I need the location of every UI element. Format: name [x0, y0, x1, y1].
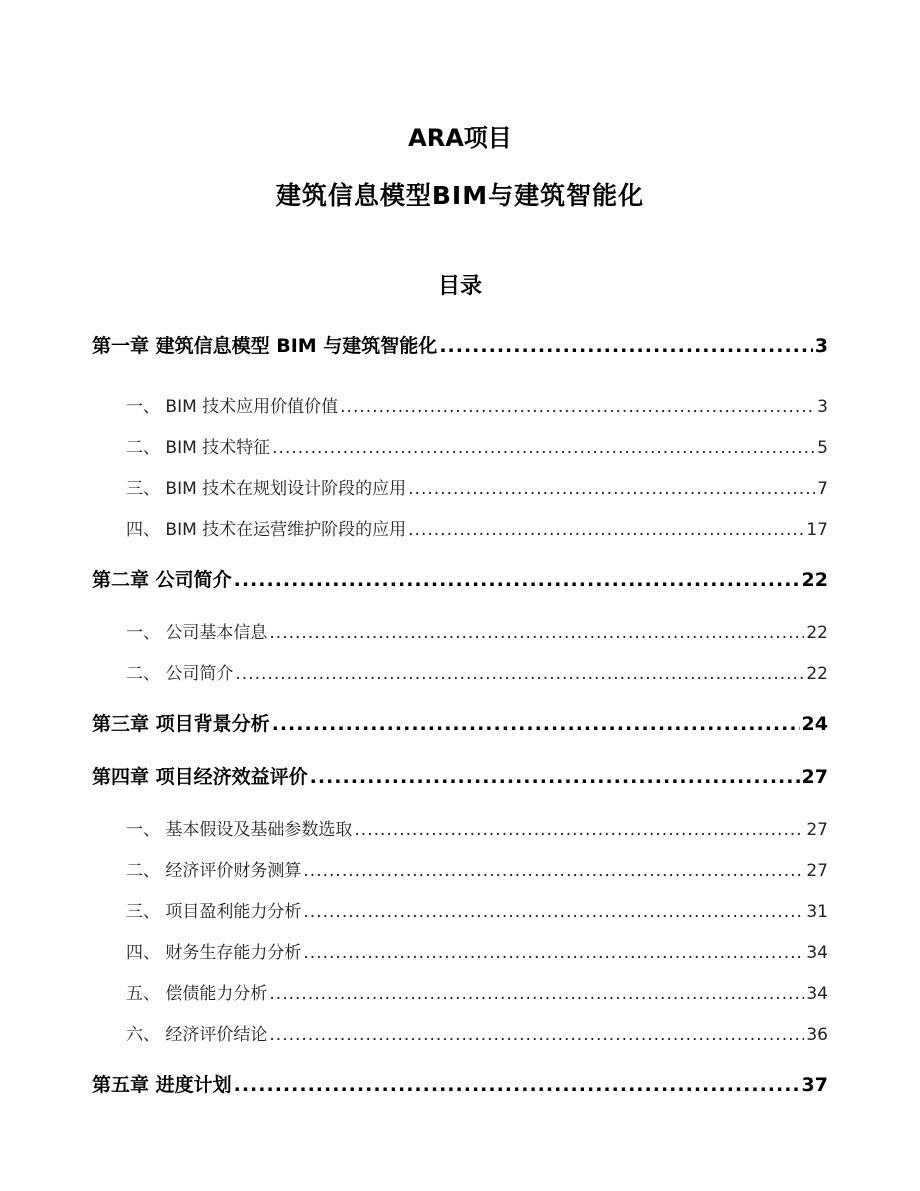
toc-leader-dots: [408, 481, 815, 498]
toc-entry-page: 36: [806, 1025, 828, 1045]
toc-leader-dots: [234, 1076, 800, 1095]
toc-leader-dots: [235, 666, 804, 683]
toc-entry-label: 第一章 建筑信息模型 BIM 与建筑智能化: [92, 335, 438, 357]
toc-leader-dots: [354, 822, 804, 839]
toc-entry-section[interactable]: [126, 666, 828, 683]
toc-entry-section[interactable]: [126, 625, 828, 642]
toc-entry-label: 三、 BIM 技术在规划设计阶段的应用: [126, 479, 407, 499]
document-subtitle: 建筑信息模型BIM与建筑智能化: [275, 181, 645, 210]
toc-entry-label: 五、 偿债能力分析: [126, 984, 268, 1004]
toc-entry-page: 5: [817, 438, 828, 458]
toc-heading: 目录: [437, 274, 482, 299]
toc-entry-page: 22: [806, 623, 828, 643]
toc-entry-label: 第三章 项目背景分析: [92, 713, 270, 735]
toc-entry-chapter-4[interactable]: [92, 768, 828, 787]
toc-leader-dots: [269, 625, 804, 642]
toc-entry-section[interactable]: [126, 481, 828, 498]
toc-entry-section[interactable]: [126, 822, 828, 839]
toc-leader-dots: [310, 768, 800, 787]
toc-entry-page: 7: [817, 479, 828, 499]
toc-entry-label: 二、 公司简介: [126, 664, 234, 684]
toc-leader-dots: [272, 715, 800, 734]
toc-leader-dots: [303, 904, 804, 921]
toc-entry-label: 二、 BIM 技术特征: [126, 438, 271, 458]
toc-entry-label: 二、 经济评价财务测算: [126, 861, 302, 881]
toc-entry-label: 一、 公司基本信息: [126, 623, 268, 643]
toc-leader-dots: [439, 337, 812, 356]
toc-leader-dots: [269, 1027, 804, 1044]
toc-entry-page: 27: [806, 861, 828, 881]
toc-entry-page: 37: [801, 1074, 828, 1096]
toc-entry-section[interactable]: [126, 863, 828, 880]
document-title: ARA项目: [408, 124, 512, 152]
toc-entry-page: 34: [806, 984, 828, 1004]
toc-entry-page: 34: [806, 943, 828, 963]
toc-entry-section[interactable]: [126, 522, 828, 539]
toc-entry-page: 31: [806, 902, 828, 922]
toc-entry-page: 22: [806, 664, 828, 684]
toc-entry-label: 一、 BIM 技术应用价值价值: [126, 397, 339, 417]
toc-entry-label: 第四章 项目经济效益评价: [92, 766, 308, 788]
toc-entry-label: 四、 BIM 技术在运营维护阶段的应用: [126, 520, 407, 540]
toc-leader-dots: [340, 399, 815, 416]
toc-entry-label: 一、 基本假设及基础参数选取: [126, 820, 353, 840]
toc-leader-dots: [303, 863, 804, 880]
toc-entry-section[interactable]: [126, 986, 828, 1003]
toc-entry-chapter-3[interactable]: [92, 715, 828, 734]
toc-entry-label: 三、 项目盈利能力分析: [126, 902, 302, 922]
toc-entry-page: 27: [806, 820, 828, 840]
toc-entry-page: 27: [801, 766, 828, 788]
toc-entry-label: 第五章 进度计划: [92, 1074, 232, 1096]
toc-entry-page: 3: [814, 335, 828, 357]
toc-leader-dots: [269, 986, 804, 1003]
toc-entry-chapter-2[interactable]: [92, 571, 828, 590]
toc-leader-dots: [303, 945, 804, 962]
toc-entry-chapter-5[interactable]: [92, 1076, 828, 1095]
toc-entry-label: 第二章 公司简介: [92, 569, 232, 591]
toc-leader-dots: [408, 522, 804, 539]
toc-entry-page: 24: [801, 713, 828, 735]
toc-entry-page: 17: [806, 520, 828, 540]
toc-entry-page: 3: [817, 397, 828, 417]
toc-entry-page: 22: [801, 569, 828, 591]
toc-entry-section[interactable]: [126, 440, 828, 457]
toc-entry-section[interactable]: [126, 904, 828, 921]
toc-leader-dots: [234, 571, 800, 590]
toc-entry-section[interactable]: [126, 1027, 828, 1044]
toc-entry-label: 六、 经济评价结论: [126, 1025, 268, 1045]
toc-entry-label: 四、 财务生存能力分析: [126, 943, 302, 963]
toc-leader-dots: [272, 440, 815, 457]
toc-entry-chapter-1[interactable]: [92, 337, 828, 356]
toc-entry-section[interactable]: [126, 945, 828, 962]
toc-entry-section[interactable]: [126, 399, 828, 416]
